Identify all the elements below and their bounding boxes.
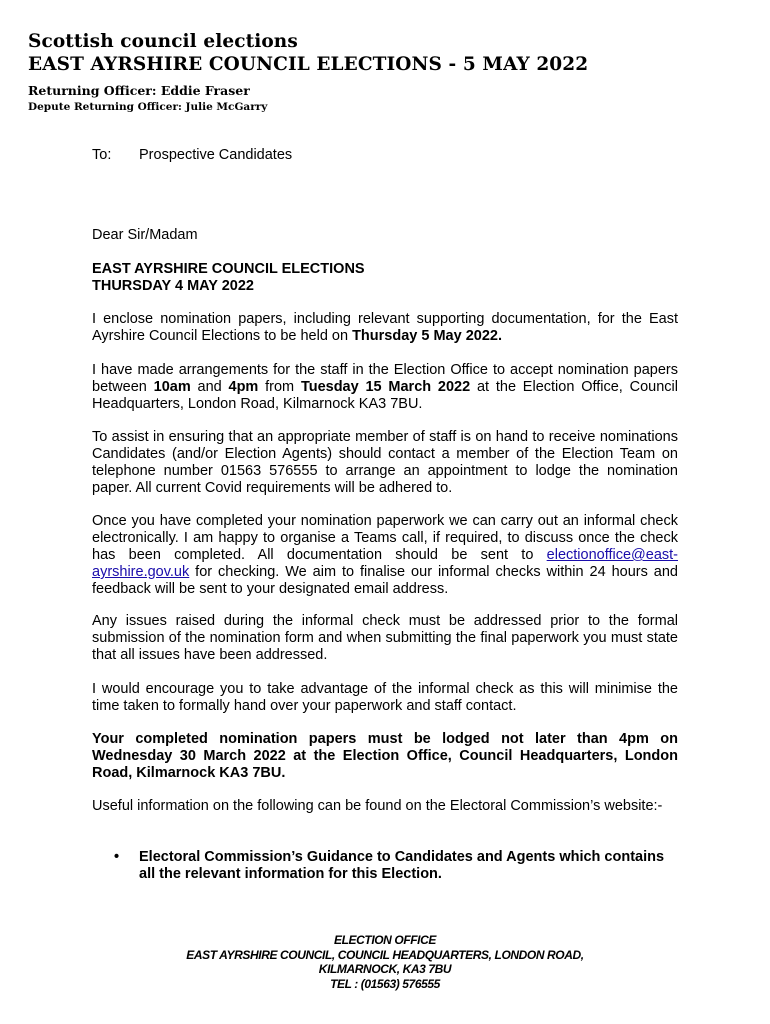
para2-text-1: I have made arrangements for the staff in the Election Office to accept nomination papers between <box>92 362 678 395</box>
election-office-email-link[interactable]: electionoffice@east-ayrshire.gov.uk <box>92 547 678 580</box>
para4-text-2: for checking. We aim to finalise our informal checks within 24 hours and feedback will be sent to your designated email address. <box>92 564 678 597</box>
subject-line-1: EAST AYRSHIRE COUNCIL ELECTIONS <box>92 261 365 277</box>
para4-text-1: Once you have completed your nomination paperwork we can carry out an informal check electronically. I am happy to organise a Teams call, if required, to discuss once the check has been completed. All documentation should be sent to <box>92 513 678 563</box>
footer-line-1: ELECTION OFFICE <box>333 933 436 947</box>
paragraph-deadline: Your completed nomination papers must be lodged not later than 4pm on Wednesday 30 March 2022 at the Election Office, Council Headquarters, London Road, Kilmarnock KA3 7BU. <box>92 731 678 781</box>
para2-time-start: 10am <box>153 379 191 395</box>
para2-text-2: and <box>190 379 229 395</box>
depute-returning-officer: Depute Returning Officer: Julie McGarry <box>28 101 268 113</box>
paragraph-appointment: To assist in ensuring that an appropriate member of staff is on hand to receive nominations Candidates (and/or Election Agents) should contact a member of the Election Team on telephone number 01563 576555 to arrange an appointment to lodge the nomination paper. All current Covid requirements will be adhered to. <box>92 429 678 496</box>
bullet-symbol: • <box>114 849 120 865</box>
recipient-label: To: <box>92 147 112 163</box>
returning-officer: Returning Officer: Eddie Fraser <box>28 83 250 98</box>
recipient-value: Prospective Candidates <box>139 147 293 163</box>
para2-text-3: from <box>258 379 301 395</box>
salutation: Dear Sir/Madam <box>92 227 198 243</box>
para1-date: Thursday 5 May 2022. <box>352 328 502 344</box>
paragraph-useful-info: Useful information on the following can be found on the Electoral Commission’s website:- <box>92 798 663 814</box>
letter-footer <box>0 933 770 991</box>
paragraph-encourage: I would encourage you to take advantage of the informal check as this will minimise the time taken to formally hand over your paperwork and staff contact. <box>92 681 678 714</box>
para1-text: I enclose nomination papers, including relevant supporting documentation, for the East Ayrshire Council Elections to be held on <box>92 311 678 344</box>
header-line-2: EAST AYRSHIRE COUNCIL ELECTIONS - 5 MAY 2022 <box>28 54 589 75</box>
paragraph-enclosure <box>92 311 678 345</box>
footer-line-4: TEL : (01563) 576555 <box>330 976 440 991</box>
footer-line-2: EAST AYRSHIRE COUNCIL, COUNCIL HEADQUARTERS, LONDON ROAD, <box>186 947 584 962</box>
paragraph-informal-check <box>92 513 678 598</box>
subject-heading <box>92 261 678 295</box>
bullet-item-guidance: Electoral Commission’s Guidance to Candidates and Agents which contains all the relevant information for this Election. <box>139 849 665 882</box>
subject-line-2: THURSDAY 4 MAY 2022 <box>92 278 254 294</box>
header-line-1: Scottish council elections <box>28 31 298 52</box>
para2-text-4: at the Election Office, Council Headquarters, London Road, Kilmarnock KA3 7BU. <box>92 379 678 412</box>
footer-line-3: KILMARNOCK, KA3 7BU <box>318 962 452 976</box>
para2-start-date: Tuesday 15 March 2022 <box>300 379 471 395</box>
paragraph-issues: Any issues raised during the informal check must be addressed prior to the formal submission of the nomination form and when submitting the final paperwork you must state that all issues have been addressed. <box>92 613 678 663</box>
para2-time-end: 4pm <box>228 379 259 395</box>
letter-header-title <box>28 30 588 76</box>
paragraph-arrangements <box>92 362 678 413</box>
